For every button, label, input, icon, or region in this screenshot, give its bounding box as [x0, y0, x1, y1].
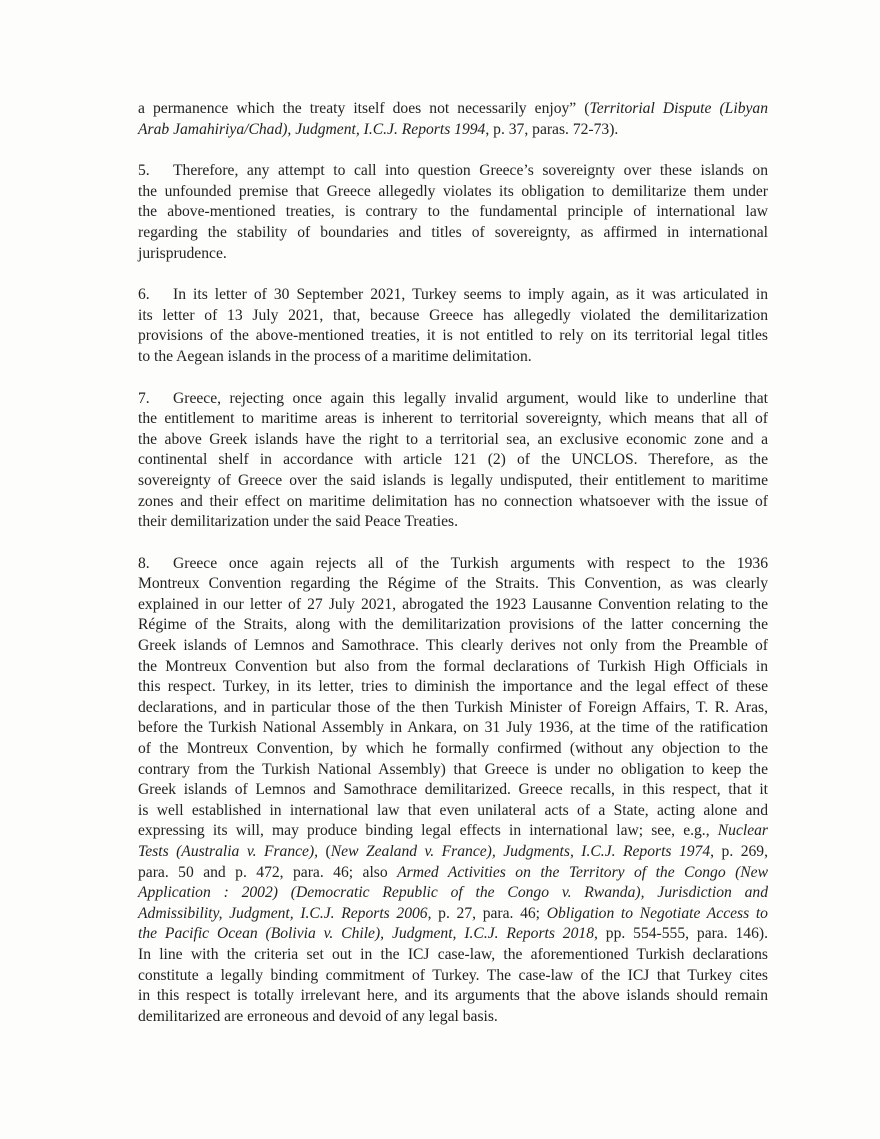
paragraph-number: 6.: [138, 286, 150, 304]
body-text: , p. 269,: [710, 843, 768, 860]
body-text: In its letter of 30 September 2021, Turkey seems to imply again, as it was articulated in: [173, 286, 768, 304]
text-line: [138, 99, 768, 120]
text-line: [138, 492, 768, 513]
body-text: zones and their effect on maritime delimitation has no connection whatsoever with the issue of: [138, 492, 768, 510]
body-text: , pp. 554-555, para. 146).: [594, 925, 768, 943]
text-line: [138, 986, 768, 1007]
body-text: continental shelf in accordance with article 121 (2) of the UNCLOS. Therefore, as the: [138, 451, 768, 469]
body-text: this respect. Turkey, in its letter, tries to diminish the importance and the legal effect of these: [138, 678, 768, 696]
body-text: , p. 37, paras. 72-73).: [485, 120, 619, 138]
text-line: [138, 760, 768, 781]
text-line: [138, 347, 768, 368]
body-text: Greek islands of Lemnos and Samothrace. This clearly derives not only from the Preamble of: [138, 637, 768, 655]
body-text: Therefore, any attempt to call into question Greece’s sovereignty over these islands on: [173, 162, 768, 180]
body-text: contrary from the Turkish National Assembly) that Greece is under no obligation to keep the: [138, 760, 768, 778]
text-line: [138, 945, 768, 966]
body-text: of the Montreux Convention, by which he formally confirmed (without any objection to the: [138, 740, 768, 758]
body-text: the above-mentioned treaties, is contrary to the fundamental principle of international law: [138, 203, 768, 221]
body-text: Montreux Convention regarding the Régime of the Straits. This Convention, as was clearly: [138, 575, 768, 593]
paragraph-number: 7.: [138, 389, 150, 407]
body-text: to the Aegean islands in the process of a maritime delimitation.: [138, 347, 532, 365]
citation-text: New Zealand v. France), Judgments, I.C.J. Reports 1974: [330, 843, 711, 860]
paragraph-spacer: [138, 533, 768, 554]
text-line: [138, 863, 768, 884]
text-line: [138, 244, 768, 265]
paragraph-spacer: [138, 140, 768, 161]
body-text: a permanence which the treaty itself does not necessarily enjoy” (: [138, 100, 590, 117]
paragraph-number: 5.: [138, 162, 150, 180]
text-line: [138, 821, 768, 842]
body-text: explained in our letter of 27 July 2021, abrogated the 1923 Lausanne Convention relating to the: [138, 595, 768, 613]
body-text: the unfounded premise that Greece allegedly violates its obligation to demilitarize them under: [138, 182, 768, 200]
citation-text: Territorial Dispute (Libyan: [589, 100, 769, 117]
text-line: [138, 677, 768, 698]
text-line: [138, 120, 768, 141]
body-text: (: [325, 843, 331, 860]
text-line: [138, 285, 768, 306]
body-text: its letter of 13 July 2021, that, because Greece has allegedly violated the demilitarization: [138, 306, 768, 324]
text-line: [138, 306, 768, 327]
citation-text: Armed Activities on the Territory of the Congo (New: [397, 863, 768, 881]
body-text: constitute a legally binding commitment of Turkey. The case-law of the ICJ that Turkey cites: [138, 966, 768, 984]
body-text: jurisprudence.: [138, 244, 227, 262]
text-line: [138, 924, 768, 945]
body-text: Régime of the Straits, along with the demilitarization provisions of the latter concerning the: [138, 616, 768, 634]
text-line: [138, 657, 768, 678]
text-line: [138, 512, 768, 533]
body-text: sovereignty of Greece over the said islands is legally undisputed, their entitlement to maritime: [138, 471, 768, 489]
body-text: demilitarized are erroneous and devoid of any legal basis.: [138, 1007, 498, 1025]
body-text: Greece, rejecting once again this legally invalid argument, would like to underline that: [173, 389, 768, 407]
text-line: [138, 389, 768, 410]
text-line: [138, 801, 768, 822]
body-text: , p. 27, para. 46;: [427, 904, 547, 922]
body-text: para. 50 and p. 472, para. 46; also: [138, 863, 398, 881]
citation-text: Nuclear: [717, 822, 768, 840]
text-line: [138, 430, 768, 451]
text-line: [138, 966, 768, 987]
paragraph-6: [138, 285, 768, 367]
text-line: [138, 202, 768, 223]
text-line: [138, 904, 768, 925]
paragraph-number: 8.: [138, 554, 150, 572]
text-line: [138, 409, 768, 430]
text-line: [138, 450, 768, 471]
body-text: expressing its will, may produce binding legal effects in international law; see, e.g.,: [138, 822, 718, 840]
text-line: [138, 471, 768, 492]
citation-text: Obligation to Negotiate Access to: [546, 904, 768, 922]
citation-text: Admissibility, Judgment, I.C.J. Reports 2006: [138, 904, 428, 922]
body-text: regarding the stability of boundaries and titles of sovereignty, as affirmed in international: [138, 223, 768, 241]
body-text: their demilitarization under the said Peace Treaties.: [138, 513, 459, 531]
text-line: [138, 182, 768, 203]
text-line: [138, 554, 768, 575]
paragraph-8: [138, 554, 768, 1028]
body-text: is well established in international law that even unilateral acts of a State, acting alone and: [138, 801, 768, 819]
citation-text: Arab Jamahiriya/Chad), Judgment, I.C.J. Reports 1994: [138, 120, 486, 138]
paragraph-spacer: [138, 368, 768, 389]
body-text: In line with the criteria set out in the ICJ case-law, the aforementioned Turkish declarations: [138, 945, 768, 963]
paragraph-7: [138, 389, 768, 533]
body-text: in this respect is totally irrelevant here, and its arguments that the above islands should remain: [138, 987, 768, 1005]
text-line: [138, 223, 768, 244]
citation-text: Tests (Australia v. France),: [138, 843, 326, 860]
paragraph-spacer: [138, 264, 768, 285]
paragraph-continuation: [138, 99, 768, 140]
body-text: the Montreux Convention but also from the formal declarations of Turkish High Officials in: [138, 657, 768, 675]
body-text: the entitlement to maritime areas is inherent to territorial sovereignty, which means that all of: [138, 410, 768, 428]
text-line: [138, 698, 768, 719]
text-line: [138, 595, 768, 616]
text-line: [138, 636, 768, 657]
body-text: before the Turkish National Assembly in Ankara, on 31 July 1936, at the time of the ratification: [138, 719, 768, 737]
text-line: [138, 780, 768, 801]
text-line: [138, 739, 768, 760]
text-line: [138, 615, 768, 636]
citation-text: Application : 2002) (Democratic Republic of the Congo v. Rwanda), Jurisdiction and: [138, 884, 768, 902]
text-line: [138, 1007, 768, 1028]
body-text: Greek islands of Lemnos and Samothrace demilitarized. Greece recalls, in this respect, that it: [138, 781, 768, 799]
body-text: provisions of the above-mentioned treaties, it is not entitled to rely on its territorial legal titles: [138, 327, 768, 345]
text-line: [138, 883, 768, 904]
citation-text: the Pacific Ocean (Bolivia v. Chile), Judgment, I.C.J. Reports 2018: [138, 925, 594, 943]
body-text: Greece once again rejects all of the Turkish arguments with respect to the 1936: [173, 554, 768, 572]
text-line: [138, 161, 768, 182]
body-text: the above Greek islands have the right to a territorial sea, an exclusive economic zone and a: [138, 430, 768, 448]
text-line: [138, 574, 768, 595]
text-line: [138, 842, 768, 863]
document-page: [138, 99, 768, 1027]
body-text: declarations, and in particular those of the then Turkish Minister of Foreign Affairs, T. R. Aras,: [138, 698, 768, 716]
paragraph-5: [138, 161, 768, 264]
text-line: [138, 718, 768, 739]
text-line: [138, 326, 768, 347]
